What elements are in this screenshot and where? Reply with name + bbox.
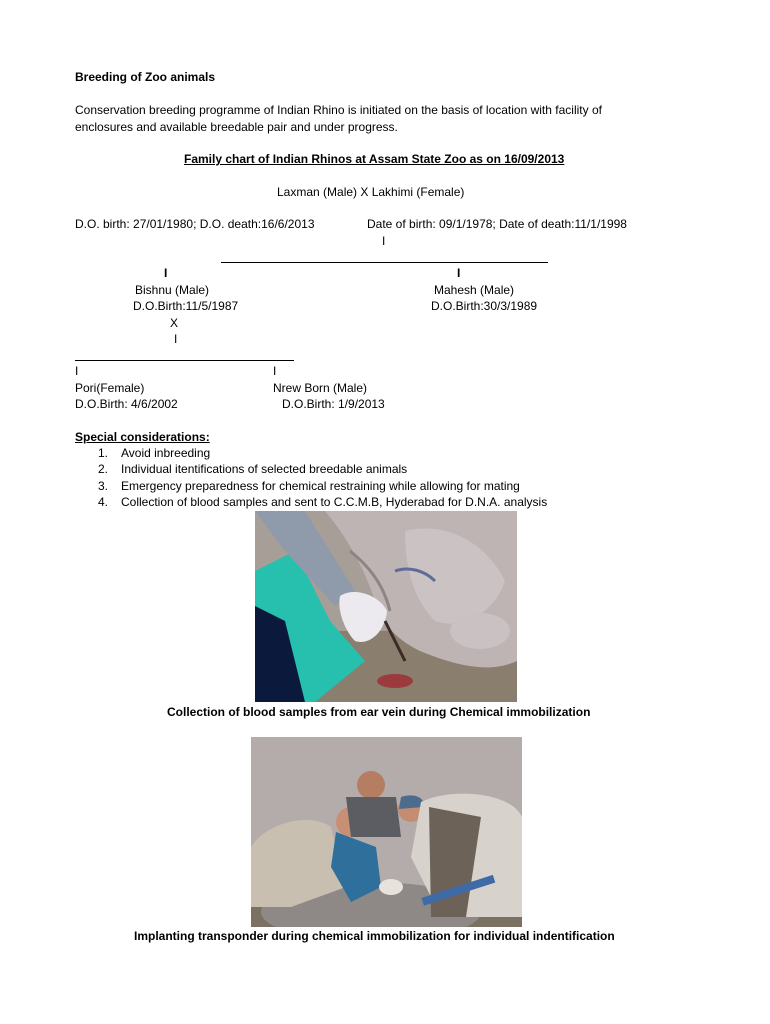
list-item-number: 4. (97, 495, 108, 509)
child1-dob: D.O.Birth:11/5/1987 (133, 299, 239, 313)
grandchild2-name: Nrew Born (Male) (273, 381, 368, 395)
family-chart-title: Family chart of Indian Rhinos at Assam State Zoo as on 16/09/2013 (184, 152, 565, 166)
grandchild1-connector: I (75, 364, 79, 378)
parents-line: Laxman (Male) X Lakhimi (Female) (277, 185, 465, 199)
grandchild1-name: Pori(Female) (75, 381, 145, 395)
transponder-implant-photo (251, 737, 522, 927)
grandchild2-connector: I (273, 364, 277, 378)
grandchild2-dob: D.O.Birth: 1/9/2013 (282, 397, 385, 411)
child1-connector: I (164, 266, 168, 280)
blood-collection-photo (255, 511, 517, 702)
list-item-number: 3. (97, 479, 108, 493)
generation-1-rule (221, 262, 548, 263)
pairing-connector: I (174, 332, 178, 346)
blood-collection-caption: Collection of blood samples from ear vein during Chemical immobilization (167, 705, 591, 719)
page-heading: Breeding of Zoo animals (75, 70, 216, 84)
list-item: Avoid inbreeding (121, 446, 211, 460)
pairing-cross: X (170, 316, 179, 330)
grandchild1-dob: D.O.Birth: 4/6/2002 (75, 397, 178, 411)
list-item: Individual itentifications of selected breedable animals (121, 462, 408, 476)
intro-line-2: enclosures and available breedable pair and under progress. (75, 120, 398, 134)
list-item-number: 2. (97, 462, 108, 476)
child1-name: Bishnu (Male) (135, 283, 210, 297)
list-item: Collection of blood samples and sent to C.C.M.B, Hyderabad for D.N.A. analysis (121, 495, 548, 509)
child2-connector: I (457, 266, 461, 280)
list-item: Emergency preparedness for chemical restraining while allowing for mating (121, 479, 520, 493)
considerations-title: Special considerations: (75, 430, 210, 444)
transponder-caption: Implanting transponder during chemical immobilization for individual indentification (134, 929, 615, 943)
mother-dates: Date of birth: 09/1/1978; Date of death:11/1/1998 (367, 217, 627, 231)
father-dates: D.O. birth: 27/01/1980; D.O. death:16/6/2013 (75, 217, 315, 231)
generation-2-rule (75, 360, 294, 361)
list-item-number: 1. (97, 446, 108, 460)
intro-line-1: Conservation breeding programme of Indian Rhino is initiated on the basis of location with facility of (75, 103, 602, 117)
parents-connector: I (382, 234, 386, 248)
child2-dob: D.O.Birth:30/3/1989 (431, 299, 538, 313)
child2-name: Mahesh (Male) (434, 283, 515, 297)
